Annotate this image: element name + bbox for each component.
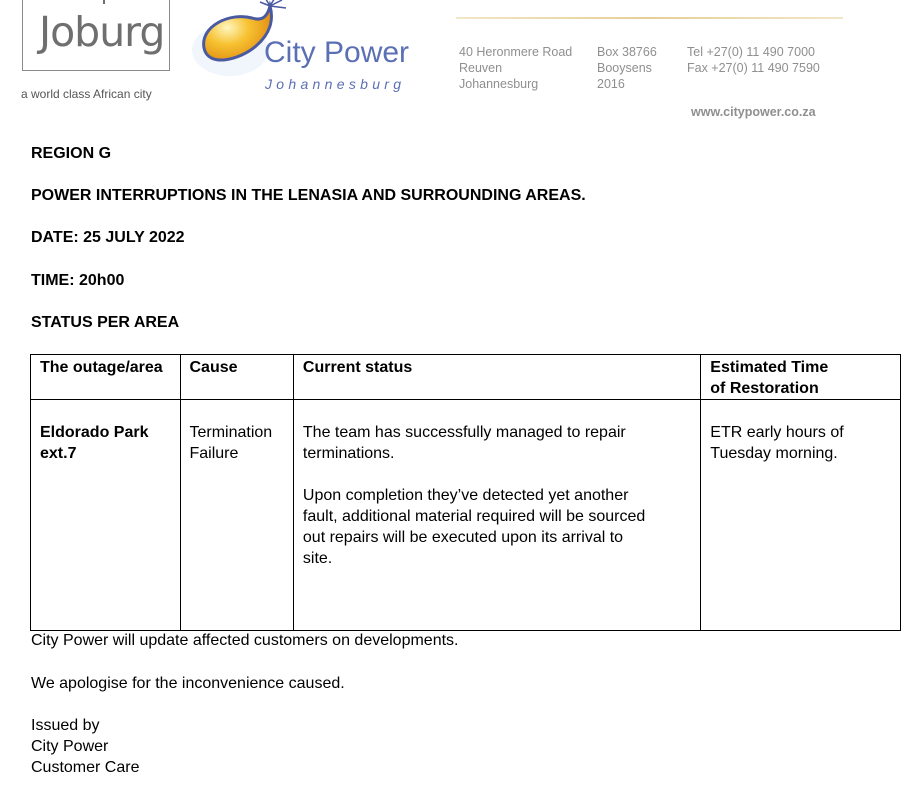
header-cause: Cause — [180, 355, 293, 400]
status-table — [30, 354, 901, 631]
issued-by: Issued by — [31, 717, 100, 734]
joburg-logo-mark — [103, 0, 105, 4]
cell-area — [31, 400, 181, 631]
status-line: out repairs will be executed upon its arrival to — [302, 529, 624, 546]
header-status: Current status — [293, 355, 700, 400]
cell-cause — [180, 400, 293, 631]
cause-line: Termination — [189, 424, 273, 441]
address-column-2 — [597, 44, 657, 92]
brand-subtitle: Johannesburg — [265, 76, 406, 92]
joburg-logo — [22, 0, 170, 71]
area-line: ext.7 — [40, 445, 77, 462]
address-line: Johannesburg — [459, 77, 539, 91]
update-notice: City Power will update affected customers on developments. — [31, 632, 459, 649]
fax-line: Fax +27(0) 11 490 7590 — [687, 61, 820, 75]
apology-text: We apologise for the inconvenience caused. — [31, 675, 345, 692]
cell-etr — [701, 400, 901, 631]
status-line: terminations. — [302, 445, 395, 462]
time-heading: TIME: 20h00 — [31, 272, 125, 289]
issuer-name: City Power — [31, 738, 109, 755]
area-line: Eldorado Park — [40, 424, 149, 441]
address-line: Reuven — [459, 61, 503, 75]
brand-name: City Power — [264, 36, 410, 69]
status-line: The team has successfully managed to repair — [302, 424, 626, 441]
date-heading: DATE: 25 JULY 2022 — [31, 229, 185, 246]
region-heading: REGION G — [31, 145, 112, 162]
etr-line: Tuesday morning. — [710, 445, 838, 462]
status-line: Upon completion they’ve detected yet another — [302, 487, 629, 504]
phone-line: Tel +27(0) 11 490 7000 — [687, 45, 815, 59]
header-area: The outage/area — [31, 355, 181, 400]
header-rule — [456, 17, 843, 19]
tagline: a world class African city — [21, 87, 152, 101]
issuer-department: Customer Care — [31, 759, 140, 776]
table-header-row — [31, 355, 901, 400]
address-line: Box 38766 — [597, 45, 657, 59]
address-column-1 — [459, 44, 572, 92]
joburg-logo-text: Joburg — [39, 8, 165, 56]
etr-line: ETR early hours of — [710, 424, 844, 441]
status-heading: STATUS PER AREA — [31, 314, 180, 331]
table-row — [31, 400, 901, 631]
subject-heading: POWER INTERRUPTIONS IN THE LENASIA AND SURROUNDING AREAS. — [31, 187, 586, 204]
address-line: 2016 — [597, 77, 625, 91]
address-line: 40 Heronmere Road — [459, 45, 573, 59]
address-line: Booysens — [597, 61, 652, 75]
website-link[interactable]: www.citypower.co.za — [691, 105, 816, 119]
cause-line: Failure — [189, 445, 239, 462]
header-etr-line: Estimated Time — [710, 359, 829, 376]
status-line: site. — [302, 550, 333, 567]
cell-status — [293, 400, 700, 631]
header-etr-line: of Restoration — [710, 380, 819, 397]
header-etr — [701, 355, 901, 400]
contact-column — [687, 44, 820, 76]
status-line: fault, additional material required will be sourced — [302, 508, 646, 525]
